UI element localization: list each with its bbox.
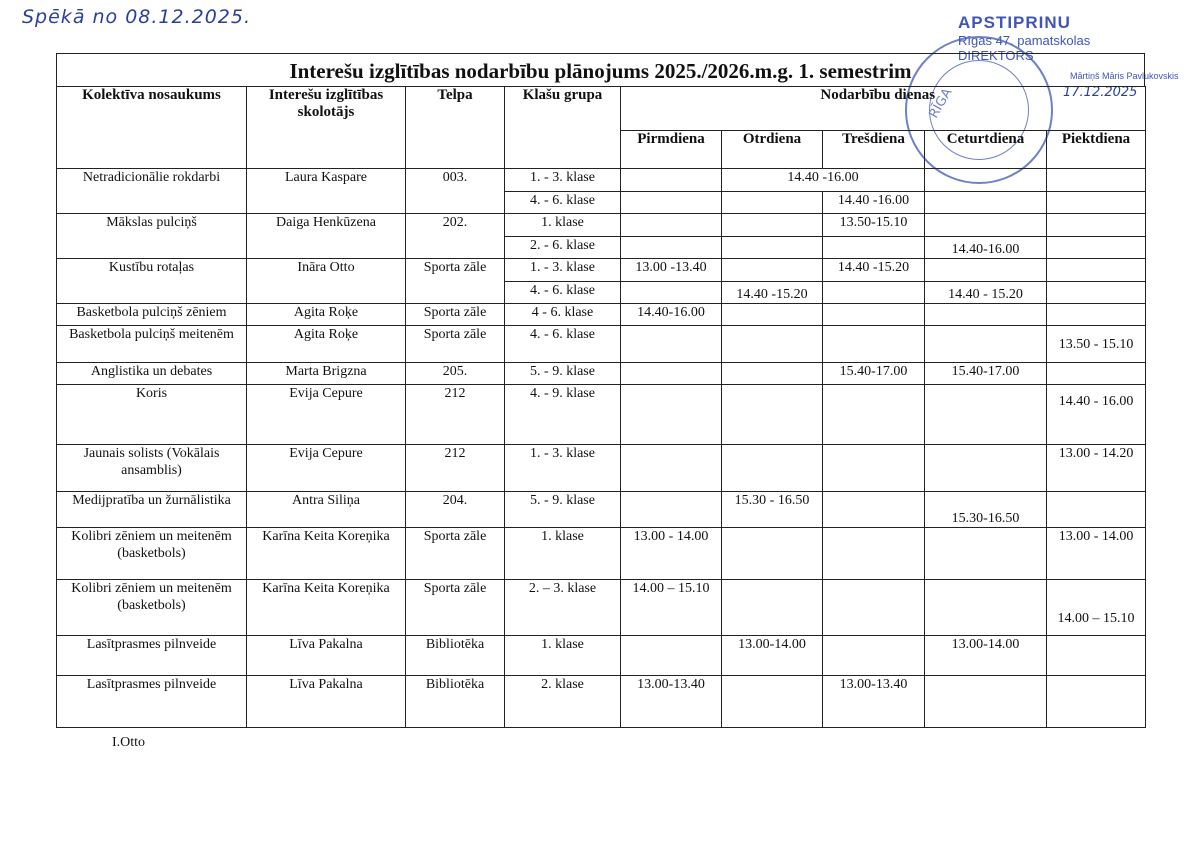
table-row <box>57 326 1146 363</box>
table-row <box>57 528 1146 580</box>
cell-group: 4. - 9. klase <box>505 385 621 445</box>
cell-name: Basketbola pulciņš zēniem <box>57 304 247 326</box>
header-group: Klašu grupa <box>505 87 621 169</box>
cell-fri <box>1047 282 1146 304</box>
cell-tue <box>722 326 823 363</box>
cell-name: Lasītprasmes pilnveide <box>57 636 247 676</box>
cell-room: 202. <box>406 214 505 259</box>
cell-room: Sporta zāle <box>406 326 505 363</box>
cell-fri: 13.50 - 15.10 <box>1047 326 1146 363</box>
cell-group: 1. - 3. klase <box>505 259 621 282</box>
cell-thu <box>925 326 1047 363</box>
cell-group: 1. klase <box>505 528 621 580</box>
cell-group: 4 - 6. klase <box>505 304 621 326</box>
cell-thu: 15.40-17.00 <box>925 363 1047 385</box>
table-row <box>57 385 1146 445</box>
cell-tue <box>722 676 823 728</box>
cell-fri: 14.40 - 16.00 <box>1047 385 1146 445</box>
cell-fri: 13.00 - 14.00 <box>1047 528 1146 580</box>
cell-wed <box>823 492 925 528</box>
cell-wed: 14.40 -16.00 <box>823 192 925 214</box>
cell-room: 204. <box>406 492 505 528</box>
cell-name: Medijpratība un žurnālistika <box>57 492 247 528</box>
cell-wed <box>823 636 925 676</box>
cell-thu <box>925 445 1047 492</box>
cell-room: 205. <box>406 363 505 385</box>
cell-mon <box>621 282 722 304</box>
cell-mon <box>621 363 722 385</box>
header-teacher: Interešu izglītības skolotājs <box>247 87 406 169</box>
cell-wed <box>823 580 925 636</box>
cell-teacher: Evija Cepure <box>247 445 406 492</box>
header-days: Nodarbību dienas <box>621 87 1146 131</box>
cell-thu <box>925 385 1047 445</box>
cell-fri: 14.00 – 15.10 <box>1047 580 1146 636</box>
cell-group: 1. - 3. klase <box>505 445 621 492</box>
cell-wed <box>823 282 925 304</box>
table-row <box>57 445 1146 492</box>
approval-role: DIREKTORS <box>958 48 1034 63</box>
cell-room: Sporta zāle <box>406 528 505 580</box>
cell-tue: 15.30 - 16.50 <box>722 492 823 528</box>
cell-fri <box>1047 492 1146 528</box>
cell-mon <box>621 169 722 192</box>
cell-tue <box>722 237 823 259</box>
cell-room: Sporta zāle <box>406 580 505 636</box>
cell-teacher: Karīna Keita Koreņika <box>247 580 406 636</box>
cell-wed <box>823 304 925 326</box>
approval-school: Rīgas 47. pamatskolas <box>958 33 1091 48</box>
cell-thu <box>925 169 1047 192</box>
cell-name: Kustību rotaļas <box>57 259 247 304</box>
cell-wed <box>823 326 925 363</box>
cell-fri <box>1047 636 1146 676</box>
cell-thu <box>925 580 1047 636</box>
cell-mon <box>621 385 722 445</box>
cell-fri <box>1047 259 1146 282</box>
cell-group: 4. - 6. klase <box>505 192 621 214</box>
cell-teacher: Daiga Henkūzena <box>247 214 406 259</box>
table-row <box>57 304 1146 326</box>
cell-mon <box>621 326 722 363</box>
cell-group: 1. - 3. klase <box>505 169 621 192</box>
approval-date: 17.12.2025 <box>1063 85 1138 100</box>
cell-wed: 13.50-15.10 <box>823 214 925 237</box>
handwritten-effective-date: Spēkā no 08.12.2025. <box>22 6 252 28</box>
cell-group: 2. klase <box>505 676 621 728</box>
cell-group: 5. - 9. klase <box>505 363 621 385</box>
cell-room: 212 <box>406 385 505 445</box>
cell-group: 1. klase <box>505 636 621 676</box>
cell-teacher: Evija Cepure <box>247 385 406 445</box>
cell-wed <box>823 385 925 445</box>
header-mon: Pirmdiena <box>621 131 722 169</box>
cell-mon <box>621 492 722 528</box>
table-row <box>57 169 1146 192</box>
cell-fri: 13.00 - 14.20 <box>1047 445 1146 492</box>
table-row <box>57 636 1146 676</box>
cell-mon: 14.40-16.00 <box>621 304 722 326</box>
cell-wed <box>823 445 925 492</box>
cell-tue: 14.40 -15.20 <box>722 282 823 304</box>
cell-group: 4. - 6. klase <box>505 326 621 363</box>
cell-wed <box>823 528 925 580</box>
cell-teacher: Marta Brigzna <box>247 363 406 385</box>
cell-fri <box>1047 169 1146 192</box>
cell-tue <box>722 259 823 282</box>
table-row <box>57 363 1146 385</box>
cell-teacher: Līva Pakalna <box>247 676 406 728</box>
cell-group: 2. – 3. klase <box>505 580 621 636</box>
cell-fri <box>1047 304 1146 326</box>
stamp-text: RĪGA <box>926 85 956 122</box>
cell-tue <box>722 192 823 214</box>
cell-thu: 13.00-14.00 <box>925 636 1047 676</box>
cell-thu <box>925 528 1047 580</box>
cell-name: Kolibri zēniem un meitenēm (basketbols) <box>57 580 247 636</box>
header-thu: Ceturtdiena <box>925 131 1047 169</box>
cell-room: 003. <box>406 169 505 214</box>
cell-thu <box>925 304 1047 326</box>
cell-teacher: Antra Siliņa <box>247 492 406 528</box>
cell-thu: 14.40 - 15.20 <box>925 282 1047 304</box>
cell-teacher: Ināra Otto <box>247 259 406 304</box>
cell-thu <box>925 192 1047 214</box>
cell-mon <box>621 214 722 237</box>
cell-mon: 13.00 -13.40 <box>621 259 722 282</box>
cell-name: Mākslas pulciņš <box>57 214 247 259</box>
cell-teacher: Laura Kaspare <box>247 169 406 214</box>
cell-thu <box>925 214 1047 237</box>
cell-name: Kolibri zēniem un meitenēm (basketbols) <box>57 528 247 580</box>
cell-teacher: Agita Roķe <box>247 304 406 326</box>
header-room: Telpa <box>406 87 505 169</box>
cell-room: Bibliotēka <box>406 676 505 728</box>
header-wed: Trešdiena <box>823 131 925 169</box>
cell-group: 4. - 6. klase <box>505 282 621 304</box>
cell-mon <box>621 636 722 676</box>
cell-room: 212 <box>406 445 505 492</box>
cell-group: 2. - 6. klase <box>505 237 621 259</box>
cell-tue <box>722 304 823 326</box>
cell-mon: 14.00 – 15.10 <box>621 580 722 636</box>
cell-mon <box>621 192 722 214</box>
cell-wed <box>823 237 925 259</box>
table-row <box>57 676 1146 728</box>
cell-fri <box>1047 676 1146 728</box>
header-fri: Piektdiena <box>1047 131 1146 169</box>
cell-mon: 13.00 - 14.00 <box>621 528 722 580</box>
cell-tue <box>722 580 823 636</box>
schedule-table <box>56 86 1146 728</box>
cell-tue-wed: 14.40 -16.00 <box>722 169 925 192</box>
table-row <box>57 259 1146 282</box>
cell-thu: 15.30-16.50 <box>925 492 1047 528</box>
cell-name: Anglistika un debates <box>57 363 247 385</box>
table-row <box>57 580 1146 636</box>
cell-tue: 13.00-14.00 <box>722 636 823 676</box>
cell-fri <box>1047 214 1146 237</box>
header-tue: Otrdiena <box>722 131 823 169</box>
cell-group: 5. - 9. klase <box>505 492 621 528</box>
cell-room: Sporta zāle <box>406 259 505 304</box>
cell-name: Jaunais solists (Vokālais ansamblis) <box>57 445 247 492</box>
approval-signer: Mārtiņš Māris Pavlukovskis <box>1070 71 1179 81</box>
cell-teacher: Līva Pakalna <box>247 636 406 676</box>
document-title: Interešu izglītības nodarbību plānojums 2025./2026.m.g. 1. semestrim <box>56 53 1145 87</box>
table-row <box>57 492 1146 528</box>
cell-mon <box>621 445 722 492</box>
cell-teacher: Karīna Keita Koreņika <box>247 528 406 580</box>
table-row <box>57 214 1146 237</box>
cell-wed: 13.00-13.40 <box>823 676 925 728</box>
cell-group: 1. klase <box>505 214 621 237</box>
cell-thu <box>925 676 1047 728</box>
header-name: Kolektīva nosaukums <box>57 87 247 169</box>
cell-room: Sporta zāle <box>406 304 505 326</box>
cell-fri <box>1047 192 1146 214</box>
cell-mon <box>621 237 722 259</box>
cell-name: Koris <box>57 385 247 445</box>
cell-tue <box>722 385 823 445</box>
cell-fri <box>1047 237 1146 259</box>
cell-fri <box>1047 363 1146 385</box>
cell-name: Lasītprasmes pilnveide <box>57 676 247 728</box>
cell-tue <box>722 445 823 492</box>
cell-tue <box>722 214 823 237</box>
cell-thu: 14.40-16.00 <box>925 237 1047 259</box>
cell-tue <box>722 528 823 580</box>
cell-thu <box>925 259 1047 282</box>
cell-teacher: Agita Roķe <box>247 326 406 363</box>
cell-tue <box>722 363 823 385</box>
cell-wed: 15.40-17.00 <box>823 363 925 385</box>
cell-mon: 13.00-13.40 <box>621 676 722 728</box>
cell-name: Basketbola pulciņš meitenēm <box>57 326 247 363</box>
cell-name: Netradicionālie rokdarbi <box>57 169 247 214</box>
footer-signature: I.Otto <box>112 735 146 750</box>
cell-room: Bibliotēka <box>406 636 505 676</box>
approval-label: APSTIPRINU <box>958 13 1071 32</box>
cell-wed: 14.40 -15.20 <box>823 259 925 282</box>
